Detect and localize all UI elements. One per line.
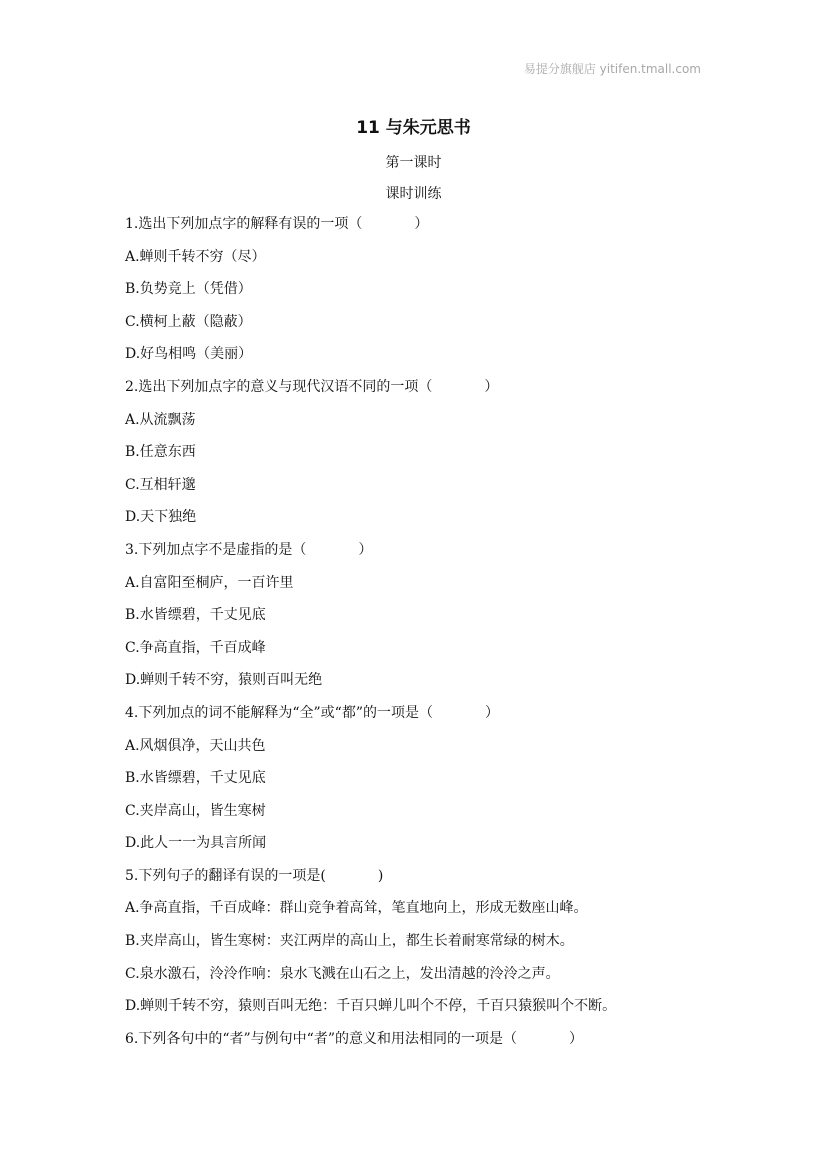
answer-option xyxy=(125,246,725,279)
answer-option xyxy=(125,441,725,474)
line-text: 6.下列各句中的“者”与例句中“者”的意义和用法相同的一项是（ xyxy=(125,1030,517,1047)
line-text: D.此人一一为具言所闻 xyxy=(125,835,267,852)
line-text: D.蝉则千转不穷，猿则百叫无绝：千百只蝉儿叫个不停，千百只猿猴叫个不断。 xyxy=(125,998,617,1015)
question-stem xyxy=(125,376,725,409)
line-text: C.横柯上蔽（隐蔽） xyxy=(125,313,252,330)
line-text: B.水皆缥碧，千丈见底 xyxy=(125,607,266,624)
page-header: 易提分旗舰店 yitifen.tmall.com xyxy=(523,62,701,76)
answer-option xyxy=(125,669,725,702)
answer-option xyxy=(125,474,725,507)
question-stem xyxy=(125,539,725,572)
page-title: 11 与朱元思书 xyxy=(356,118,471,138)
line-text: A.从流飘荡 xyxy=(125,411,196,428)
line-text: D.蝉则千转不穷，猿则百叫无绝 xyxy=(125,672,323,689)
line-text: 4.下列加点的词不能解释为“全”或“都”的一项是（ xyxy=(125,704,433,721)
closing-paren: ） xyxy=(414,216,429,232)
line-text: A.蝉则千转不穷（尽） xyxy=(125,248,266,265)
answer-option xyxy=(125,278,725,311)
answer-option xyxy=(125,832,725,865)
line-text: B.夹岸高山，皆生寒树：夹江两岸的高山上，都生长着耐寒常绿的树木。 xyxy=(125,933,574,950)
question-stem xyxy=(125,213,725,246)
closing-paren: ) xyxy=(377,867,384,884)
line-text: B.水皆缥碧，千丈见底 xyxy=(125,770,266,787)
lesson-subtitle: 第一课时 xyxy=(385,155,442,171)
answer-option xyxy=(125,767,725,800)
line-text: A.争高直指，千百成峰：群山竞争着高耸，笔直地向上，形成无数座山峰。 xyxy=(125,900,588,917)
answer-option xyxy=(125,930,725,963)
question-stem xyxy=(125,865,725,898)
line-text: C.夹岸高山，皆生寒树 xyxy=(125,802,266,819)
line-text: D.天下独绝 xyxy=(125,509,197,526)
answer-option xyxy=(125,735,725,768)
answer-option xyxy=(125,800,725,833)
line-text: D.好鸟相鸣（美丽） xyxy=(125,346,253,363)
line-text: 2.选出下列加点字的意义与现代汉语不同的一项（ xyxy=(125,378,433,395)
answer-option xyxy=(125,995,725,1028)
section-subtitle: 课时训练 xyxy=(385,186,442,202)
closing-paren: ） xyxy=(569,1030,583,1047)
answer-option xyxy=(125,572,725,605)
closing-paren: ） xyxy=(485,704,499,721)
line-text: 3.下列加点字不是虚指的是（ xyxy=(125,541,307,558)
line-text: C.泉水激石，泠泠作响：泉水飞溅在山石之上，发出清越的泠泠之声。 xyxy=(125,965,560,982)
line-text: A.风烟俱净，天山共色 xyxy=(125,737,266,754)
line-text: C.争高直指，千百成峰 xyxy=(125,639,266,656)
line-text: B.负势竞上（凭借） xyxy=(125,281,252,298)
line-text: C.互相轩邈 xyxy=(125,476,196,493)
answer-option xyxy=(125,311,725,344)
answer-option xyxy=(125,506,725,539)
answer-option xyxy=(125,897,725,930)
question-stem xyxy=(125,702,725,735)
answer-option xyxy=(125,963,725,996)
line-text: A.自富阳至桐庐，一百许里 xyxy=(125,574,294,591)
answer-option xyxy=(125,604,725,637)
answer-option xyxy=(125,409,725,442)
line-text: 1.选出下列加点字的解释有误的一项（ xyxy=(125,216,363,232)
answer-option xyxy=(125,637,725,670)
closing-paren: ） xyxy=(358,541,373,558)
line-text: B.任意东西 xyxy=(125,444,196,461)
question-list xyxy=(125,213,725,1060)
line-text: 5.下列句子的翻译有误的一项是( xyxy=(125,867,326,884)
answer-option xyxy=(125,343,725,376)
closing-paren: ） xyxy=(484,378,499,395)
question-stem xyxy=(125,1028,725,1061)
